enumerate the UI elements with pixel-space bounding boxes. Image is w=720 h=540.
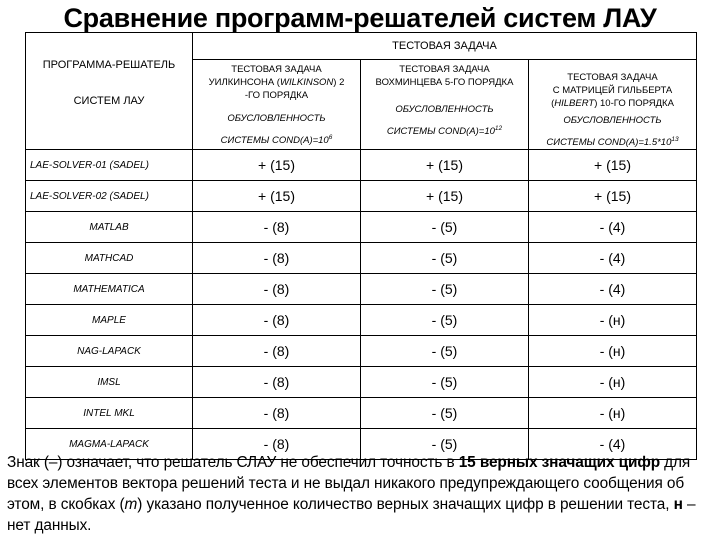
table-row xyxy=(26,274,697,305)
result-cell: - (5) xyxy=(361,212,529,243)
table-row xyxy=(26,181,697,212)
test-label: ТЕСТОВАЯ ЗАДАЧА xyxy=(567,72,658,83)
result-cell: - (8) xyxy=(193,336,361,367)
program-header-line2: СИСТЕМ ЛАУ xyxy=(73,95,145,108)
solver-name: LAE-SOLVER-02 (SADEL) xyxy=(26,181,193,212)
test-label: ТЕСТОВАЯ ЗАДАЧА xyxy=(231,64,322,75)
test-header-hilbert: ТЕСТОВАЯ ЗАДАЧА С МАТРИЦЕЙ ГИЛЬБЕРТА (HILBERT) 10-ГО ПОРЯДКА ОБУСЛОВЛЕННОСТЬ СИСТЕМЫ $COND(A)=1.5*10^{13}$ xyxy=(529,60,697,150)
result-cell: + (15) xyxy=(529,181,697,212)
comparison-table xyxy=(25,32,697,460)
solver-name: MATLAB xyxy=(26,212,193,243)
solver-name: MAPLE xyxy=(26,305,193,336)
result-cell: - (4) xyxy=(529,429,697,460)
result-cell: - (5) xyxy=(361,243,529,274)
solver-name: INTEL MKL xyxy=(26,398,193,429)
result-cell: - (8) xyxy=(193,243,361,274)
result-cell: + (15) xyxy=(193,150,361,181)
table-row xyxy=(26,305,697,336)
footnote: Знак (–) означает, что решатель СЛАУ не обеспечил точность в 15 верных значащих цифр для всех элементов вектора решений теста и не выдал никакого предупреждающего сообщения об этом, в скобках (m) указано полученное количество верных значащих цифр в решении теста, н – нет данных. xyxy=(7,454,696,534)
test-header-wilkinson: ТЕСТОВАЯ ЗАДАЧА УИЛКИНСОНА (WILKINSON) 2 -ГО ПОРЯДКА ОБУСЛОВЛЕННОСТЬ СИСТЕМЫ $COND(A)=10^6$ xyxy=(193,60,361,150)
result-cell: - (5) xyxy=(361,398,529,429)
table-row xyxy=(26,398,697,429)
table-row xyxy=(26,336,697,367)
test-header-vokhmintsev: ТЕСТОВАЯ ЗАДАЧА ВОХМИНЦЕВА 5-ГО ПОРЯДКА ОБУСЛОВЛЕННОСТЬ СИСТЕМЫ $COND(A)=10^{12}$ xyxy=(361,60,529,150)
table-row xyxy=(26,150,697,181)
condition-label: ОБУСЛОВЛЕННОСТЬ xyxy=(395,104,494,115)
test-label: ТЕСТОВАЯ ЗАДАЧА xyxy=(399,64,490,75)
result-cell: + (15) xyxy=(193,181,361,212)
solver-name: IMSL xyxy=(26,367,193,398)
program-header-line1: ПРОГРАММА-РЕШАТЕЛЬ xyxy=(42,59,176,72)
result-cell: - (8) xyxy=(193,305,361,336)
result-cell: - (5) xyxy=(361,429,529,460)
program-column-header xyxy=(26,33,193,150)
result-cell: + (15) xyxy=(529,150,697,181)
result-cell: - (8) xyxy=(193,398,361,429)
test-task-header: ТЕСТОВАЯ ЗАДАЧА xyxy=(193,33,697,60)
result-cell: - (н) xyxy=(529,305,697,336)
result-cell: - (4) xyxy=(529,243,697,274)
result-cell: - (8) xyxy=(193,212,361,243)
solver-name: NAG-LAPACK xyxy=(26,336,193,367)
result-cell: - (5) xyxy=(361,336,529,367)
result-cell: - (н) xyxy=(529,336,697,367)
condition-label: ОБУСЛОВЛЕННОСТЬ xyxy=(227,113,326,124)
result-cell: - (8) xyxy=(193,367,361,398)
condition-label: ОБУСЛОВЛЕННОСТЬ xyxy=(563,115,662,126)
result-cell: - (5) xyxy=(361,367,529,398)
result-cell: + (15) xyxy=(361,181,529,212)
result-cell: + (15) xyxy=(361,150,529,181)
solver-name: MAGMA-LAPACK xyxy=(26,429,193,460)
result-cell: - (8) xyxy=(193,429,361,460)
result-cell: - (4) xyxy=(529,212,697,243)
result-cell: - (н) xyxy=(529,367,697,398)
solver-name: MATHCAD xyxy=(26,243,193,274)
solver-name: MATHEMATICA xyxy=(26,274,193,305)
result-cell: - (н) xyxy=(529,398,697,429)
table-row xyxy=(26,243,697,274)
result-cell: - (5) xyxy=(361,274,529,305)
table-row xyxy=(26,212,697,243)
page-title: Сравнение программ-решателей систем ЛАУ xyxy=(63,3,657,33)
result-cell: - (4) xyxy=(529,274,697,305)
result-cell: - (8) xyxy=(193,274,361,305)
table-row xyxy=(26,367,697,398)
result-cell: - (5) xyxy=(361,305,529,336)
solver-name: LAE-SOLVER-01 (SADEL) xyxy=(26,150,193,181)
